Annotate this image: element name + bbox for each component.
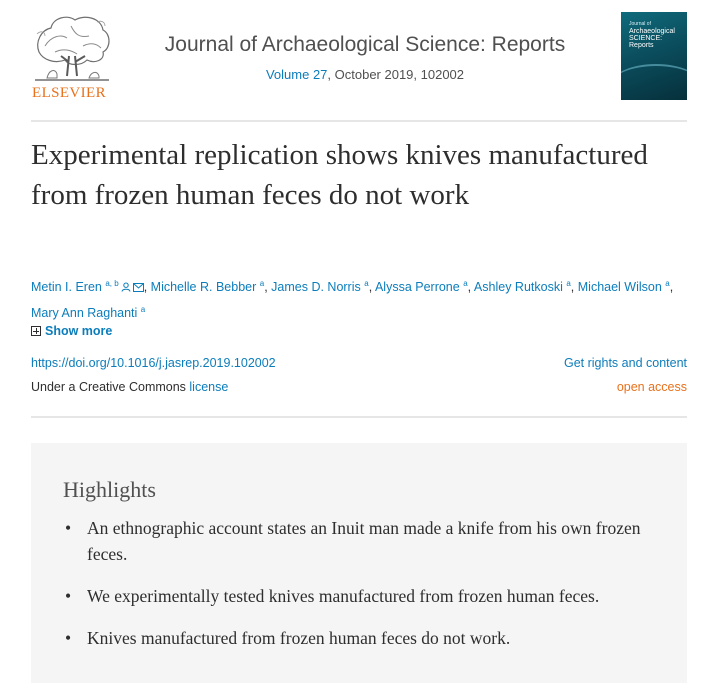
journal-header [31,12,687,102]
journal-cover-image[interactable] [621,12,687,100]
show-more-label: Show more [45,324,113,338]
cover-wave-decoration [621,64,687,100]
person-icon[interactable] [121,277,131,299]
elsevier-logo[interactable] [31,12,113,102]
show-more-button[interactable] [31,324,112,338]
license-line [31,380,228,394]
cover-text-line-2: Archaeological SCIENCE: Reports [629,28,675,49]
author-affiliation: a [140,304,146,314]
header-divider [31,120,687,122]
highlight-text: Knives manufactured from frozen human feces do not work. [87,628,511,648]
article-title: Experimental replication shows knives manufactured from frozen human feces do not work [31,139,648,211]
cover-text-line-1: Journal of [629,21,651,27]
rights-and-content-link[interactable]: Get rights and content [564,356,687,370]
author-name: James D. Norris [271,280,361,295]
author-name: Mary Ann Raghanti [31,306,138,321]
highlights-list [65,515,655,667]
elsevier-wordmark: ELSEVIER [32,85,107,101]
author-affiliation: a [665,279,670,288]
author-link[interactable] [271,280,369,294]
author-name: Metin I. Eren [31,280,102,295]
author-affiliation: a [566,279,571,288]
bullet-dot: • [65,518,72,538]
highlight-item [65,625,655,651]
author-affiliation: a, b [105,279,119,288]
author-link[interactable] [31,280,119,294]
highlights-section [31,443,687,683]
highlight-item [65,583,655,609]
author-link[interactable] [151,280,265,294]
plus-box-icon [31,326,41,336]
license-link[interactable]: license [189,380,229,394]
author-name: Michelle R. Bebber [150,280,257,295]
journal-title [31,33,699,57]
highlights-heading: Highlights [63,477,156,502]
highlight-text: We experimentally tested knives manufactured from frozen human feces. [87,586,600,606]
highlight-text: An ethnographic account states an Inuit man made a knife from his own frozen feces. [87,518,641,564]
issue-info [31,67,699,82]
issue-details: , October 2019, 102002 [327,67,465,82]
highlight-item [65,515,655,567]
doi-link[interactable]: https://doi.org/10.1016/j.jasrep.2019.102002 [31,356,276,370]
author-affiliation: a [463,279,468,288]
author-link[interactable] [31,306,145,320]
author-link[interactable] [474,280,571,294]
author-list: Metin I. Eren $^{a, b}$ , Michelle R. Bebber $^a$, James D. Norris $^a$, Alyssa Perrone $^a$, Ashley Rutkoski $^a$, Michael Wilson $^a$, Mary Ann Raghanti $^a$ [31,273,691,324]
author-name: Michael Wilson [577,280,662,295]
author-affiliation: a [259,279,265,288]
author-affiliation: a [364,279,369,288]
author-name: Ashley Rutkoski [473,280,563,295]
envelope-icon[interactable] [133,277,144,299]
author-link[interactable] [375,280,468,294]
author-name: Alyssa Perrone [374,280,460,295]
meta-divider [31,416,687,418]
volume-link[interactable]: Volume 27 [265,67,328,82]
bullet-dot: • [65,628,72,648]
bullet-dot: • [65,586,72,606]
open-access-badge: open access [616,380,687,394]
author-link[interactable] [578,280,670,294]
journal-title-link[interactable]: Journal of Archaeological Science: Reports [164,33,566,56]
license-prefix: Under a Creative Commons [31,380,190,394]
